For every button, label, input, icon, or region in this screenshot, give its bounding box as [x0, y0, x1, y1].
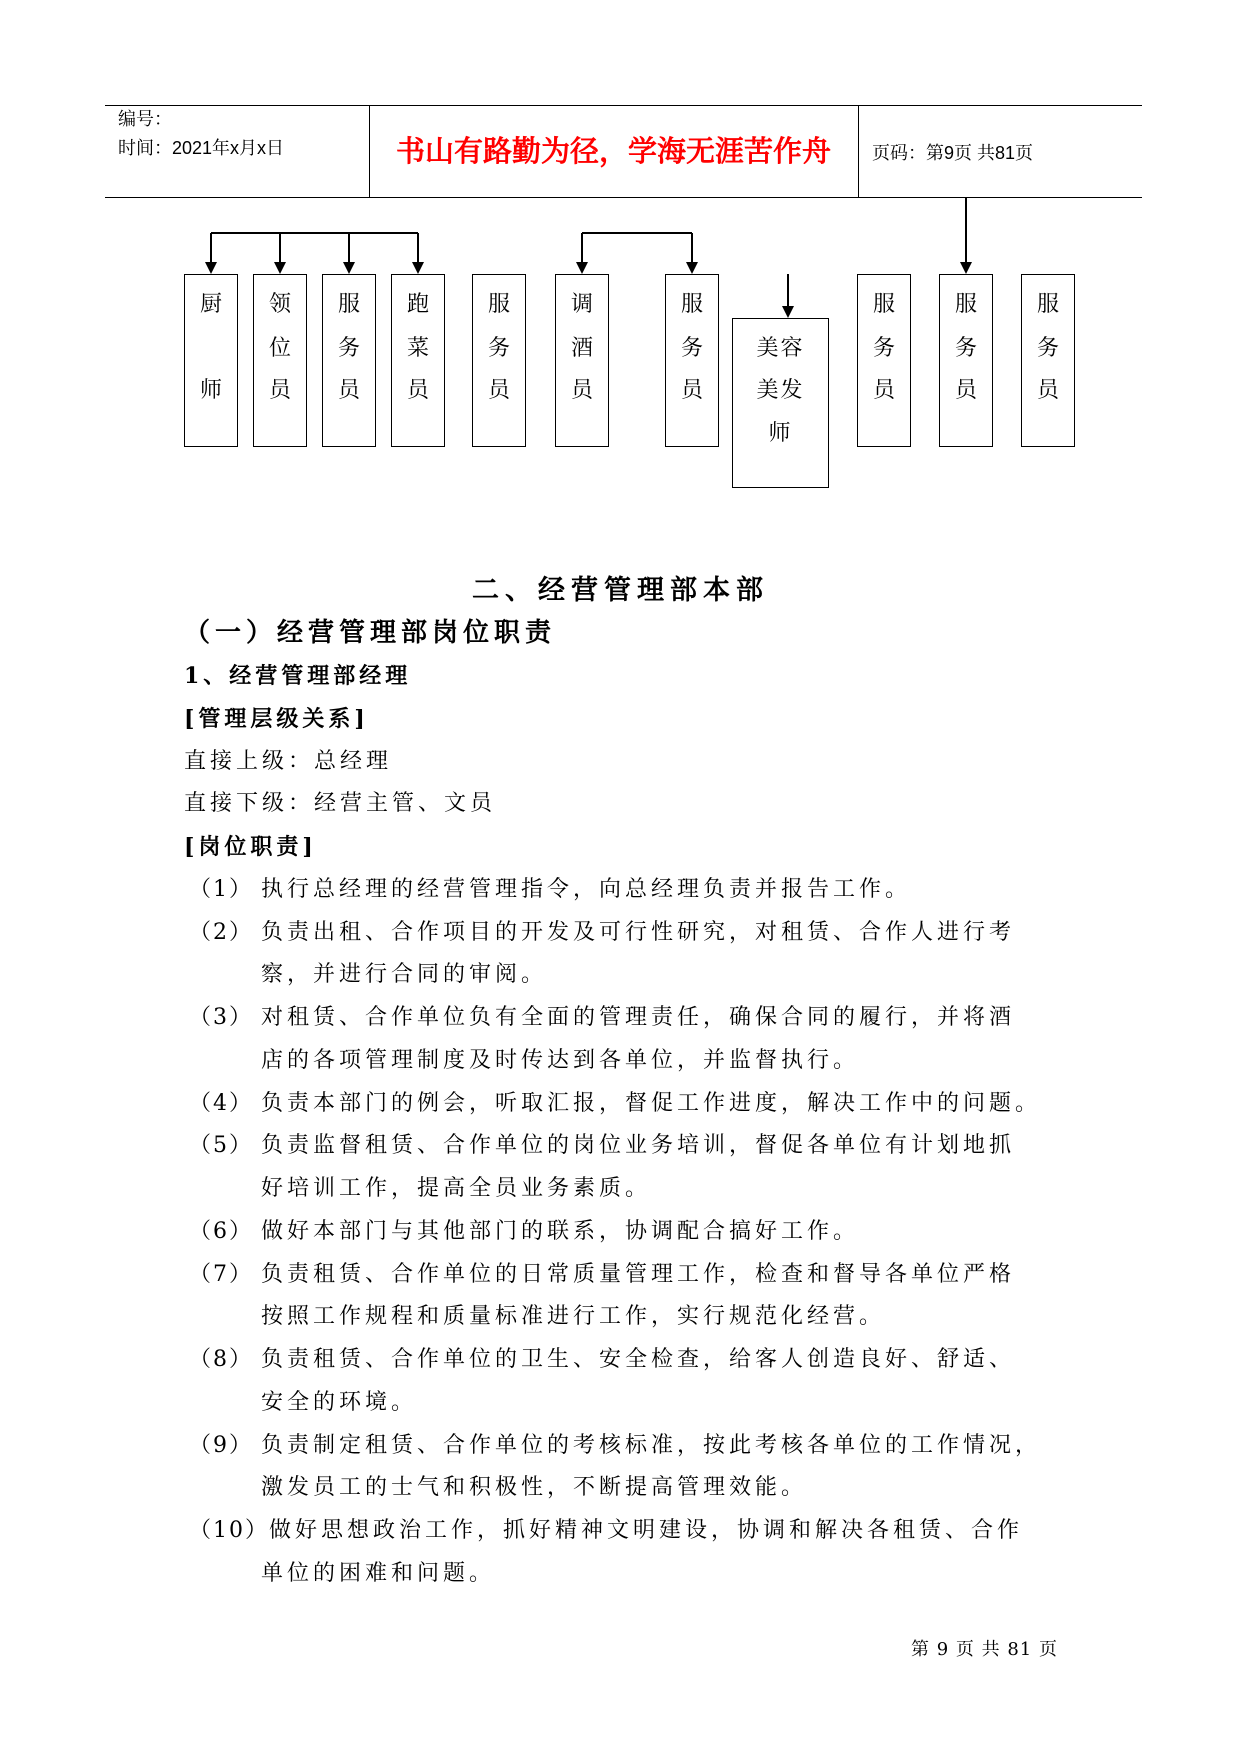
header-page-info: 页码：第9页 共81页	[872, 143, 1034, 163]
duty-number: （3）	[189, 1005, 253, 1030]
duty-item	[184, 912, 1184, 998]
duty-number: （7）	[189, 1261, 253, 1287]
org-box-char: 厨	[199, 292, 222, 317]
duty-text: 负责本部门的例会，听取汇报，督促工作进度，解决工作中的问题。	[261, 1090, 1042, 1116]
duty-text: 好培训工作，提高全员业务素质。	[261, 1176, 652, 1201]
org-box-host	[253, 274, 307, 447]
duty-item	[184, 1125, 1184, 1211]
org-box-char: 员	[337, 378, 360, 403]
duty-text: 对租赁、合作单位负有全面的管理责任，确保合同的履行，并将酒	[261, 1005, 1016, 1030]
org-box-char: 员	[1036, 378, 1059, 403]
duty-item	[184, 869, 1184, 912]
duty-item	[184, 1083, 1184, 1126]
duty-text: 执行总经理的经营管理指令，向总经理负责并报告工作。	[261, 876, 912, 902]
duty-text: 激发员工的士气和积极性，不断提高管理效能。	[261, 1475, 808, 1501]
org-box-char: 员	[954, 378, 977, 403]
arrowhead-icon	[576, 262, 588, 274]
hierarchy-heading: [管理层级关系]	[184, 705, 369, 732]
org-box-char: 酒	[570, 336, 593, 361]
org-box-char: 师	[768, 421, 793, 446]
org-box-char: 服	[1036, 292, 1059, 317]
duty-number: （10）	[189, 1518, 269, 1543]
subordinate-line: 直接下级：经营主管、文员	[184, 791, 497, 817]
duty-number: （5）	[189, 1133, 253, 1159]
duty-text: 负责制定租赁、合作单位的考核标准，按此考核各单位的工作情况，	[261, 1432, 1042, 1458]
duty-text: 负责租赁、合作单位的日常质量管理工作，检查和督导各单位严格	[261, 1261, 1016, 1287]
duty-number: （9）	[189, 1432, 253, 1458]
duty-text: 负责出租、合作项目的开发及可行性研究，对租赁、合作人进行考	[261, 919, 1016, 945]
org-box-char: 务	[872, 336, 895, 361]
duty-item	[184, 1339, 1184, 1425]
org-box-char: 员	[268, 378, 291, 403]
org-box-waiter	[322, 274, 376, 447]
org-box-chef	[184, 274, 238, 447]
org-box-char: 员	[406, 378, 429, 403]
org-box-char: 务	[1036, 336, 1059, 361]
org-box-char: 务	[487, 336, 510, 361]
duty-text: 安全的环境。	[261, 1389, 418, 1415]
arrowhead-icon	[960, 262, 972, 274]
org-box-char: 员	[872, 378, 895, 403]
org-box-bartender	[555, 274, 609, 447]
page-header	[105, 105, 1142, 198]
duty-text: 按照工作规程和质量标准进行工作，实行规范化经营。	[261, 1304, 886, 1330]
arrowhead-icon	[412, 262, 424, 274]
duty-number: （1）	[189, 876, 253, 902]
duty-text: 做好思想政治工作，抓好精神文明建设，协调和解决各租赁、合作	[269, 1518, 1024, 1543]
org-box-char: 服	[872, 292, 895, 317]
arrowhead-icon	[782, 306, 794, 318]
org-box-waiter	[939, 274, 993, 447]
org-box-char: 菜	[406, 336, 429, 361]
org-box-char: 务	[680, 336, 703, 361]
section-subtitle: （一）经营管理部岗位职责	[184, 618, 557, 648]
org-box-char: 位	[268, 336, 291, 361]
position-title: 1、经营管理部经理	[184, 663, 412, 689]
duty-number: （4）	[189, 1090, 253, 1116]
org-box-char: 服	[680, 292, 703, 317]
duty-text: 做好本部门与其他部门的联系，协调配合搞好工作。	[261, 1218, 860, 1244]
duty-text: 店的各项管理制度及时传达到各单位，并监督执行。	[261, 1047, 860, 1073]
duty-item	[184, 1211, 1184, 1254]
duty-item	[184, 1254, 1184, 1340]
org-box-char: 美容	[756, 336, 805, 361]
duty-number: （8）	[189, 1347, 253, 1372]
org-box-food-runner	[391, 274, 445, 447]
duties-heading: [岗位职责]	[184, 834, 317, 860]
duty-item	[184, 1425, 1184, 1511]
duty-text: 负责租赁、合作单位的卫生、安全检查，给客人创造良好、舒适、	[261, 1347, 1016, 1372]
org-box-char: 服	[337, 292, 360, 317]
org-box-beautician	[732, 318, 829, 488]
org-box-waiter	[665, 274, 719, 447]
duty-text: 负责监督租赁、合作单位的岗位业务培训，督促各单位有计划地抓	[261, 1133, 1016, 1159]
org-box-char: 服	[954, 292, 977, 317]
page-footer-number: 第 9 页 共 81 页	[911, 1639, 1058, 1660]
arrowhead-icon	[686, 262, 698, 274]
org-box-char: 员	[570, 378, 593, 403]
duty-text: 单位的困难和问题。	[261, 1560, 496, 1586]
org-box-char: 领	[268, 292, 291, 317]
org-box-waiter	[472, 274, 526, 447]
duty-number: （2）	[189, 919, 253, 945]
arrowhead-icon	[343, 262, 355, 274]
org-box-char: 员	[680, 378, 703, 403]
org-box-char: 调	[570, 292, 593, 317]
org-box-waiter	[857, 274, 911, 447]
duty-item	[184, 1510, 1184, 1596]
body-text	[184, 655, 1184, 1596]
duty-item	[184, 997, 1184, 1083]
org-box-char: 服	[487, 292, 510, 317]
arrowhead-icon	[274, 262, 286, 274]
org-box-char: 务	[954, 336, 977, 361]
org-box-char: 师	[199, 378, 222, 403]
header-divider	[858, 106, 859, 197]
org-box-char: 美发	[756, 378, 805, 403]
org-box-char: 跑	[406, 292, 429, 317]
document-number-label: 编号：	[118, 109, 172, 129]
header-slogan: 书山有路勤为径，学海无涯苦作舟	[395, 134, 831, 168]
superior-line: 直接上级：总经理	[184, 748, 393, 774]
arrowhead-icon	[205, 262, 217, 274]
section-title: 二、经营管理部本部	[472, 575, 769, 606]
duty-number: （6）	[189, 1218, 253, 1244]
org-box-char: 务	[337, 336, 360, 361]
duty-text: 察，并进行合同的审阅。	[261, 962, 548, 988]
org-box-waiter	[1021, 274, 1075, 447]
document-date-label: 时间：2021年x月x日	[118, 138, 285, 158]
org-box-char: 员	[487, 378, 510, 403]
